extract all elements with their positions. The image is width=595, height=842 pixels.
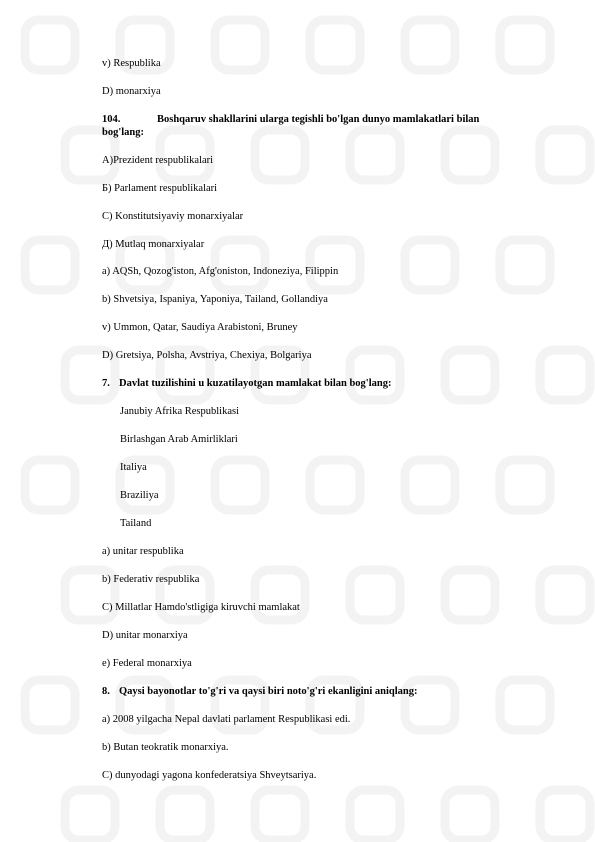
country-item: Tailand bbox=[120, 518, 152, 529]
country-item: Birlashgan Arab Amirliklari bbox=[120, 434, 238, 445]
statement-item: b) Butan teokratik monarxiya. bbox=[102, 742, 229, 753]
answer-option: C) Millatlar Hamdo'stligiga kiruvchi mamlakat bbox=[102, 602, 300, 613]
country-item: Italiya bbox=[120, 462, 147, 473]
statement-item: a) 2008 yilgacha Nepal davlati parlament Respublikasi edi. bbox=[102, 714, 351, 725]
answer-option: v) Ummon, Qatar, Saudiya Arabistoni, Bruney bbox=[102, 322, 298, 333]
answer-option: a) unitar respublika bbox=[102, 546, 184, 557]
answer-d-monarxiya: D) monarxiya bbox=[102, 86, 161, 97]
list-item: C) Konstitutsiyaviy monarxiyalar bbox=[102, 211, 244, 222]
statement-item: C) dunyodagi yagona konfederatsiya Shveytsariya. bbox=[102, 770, 317, 781]
question-7 bbox=[102, 377, 391, 390]
question-8 bbox=[102, 685, 418, 698]
list-item: Д) Mutlaq monarxiyalar bbox=[102, 239, 205, 250]
country-item: Janubiy Afrika Respublikasi bbox=[120, 406, 239, 417]
question-104 bbox=[102, 113, 479, 126]
question-text: Boshqaruv shakllarini ularga tegishli bo'lgan dunyo mamlakatlari bilan bbox=[157, 114, 480, 125]
question-number: 7. bbox=[102, 378, 110, 389]
question-number: 104. bbox=[102, 114, 121, 125]
country-item: Braziliya bbox=[120, 490, 159, 501]
list-item: Б) Parlament respublikalari bbox=[102, 183, 218, 194]
answer-option: D) Gretsiya, Polsha, Avstriya, Chexiya, Bolgariya bbox=[102, 350, 312, 361]
answer-option: a) AQSh, Qozog'iston, Afg'oniston, Indoneziya, Filippin bbox=[102, 266, 339, 277]
list-item: A)Prezident respublikalari bbox=[102, 155, 214, 166]
answer-option: b) Federativ respublika bbox=[102, 574, 200, 585]
question-text: Qaysi bayonotlar to'g'ri va qaysi biri noto'g'ri ekanligini aniqlang: bbox=[119, 686, 418, 697]
question-104-continuation: bog'lang: bbox=[102, 127, 145, 138]
question-number: 8. bbox=[102, 686, 110, 697]
answer-option: e) Federal monarxiya bbox=[102, 658, 192, 669]
answer-option: b) Shvetsiya, Ispaniya, Yaponiya, Tailand, Gollandiya bbox=[102, 294, 328, 305]
answer-option: D) unitar monarxiya bbox=[102, 630, 188, 641]
question-text: Davlat tuzilishini u kuzatilayotgan mamlakat bilan bog'lang: bbox=[119, 378, 392, 389]
answer-v-respublika: v) Respublika bbox=[102, 58, 161, 69]
